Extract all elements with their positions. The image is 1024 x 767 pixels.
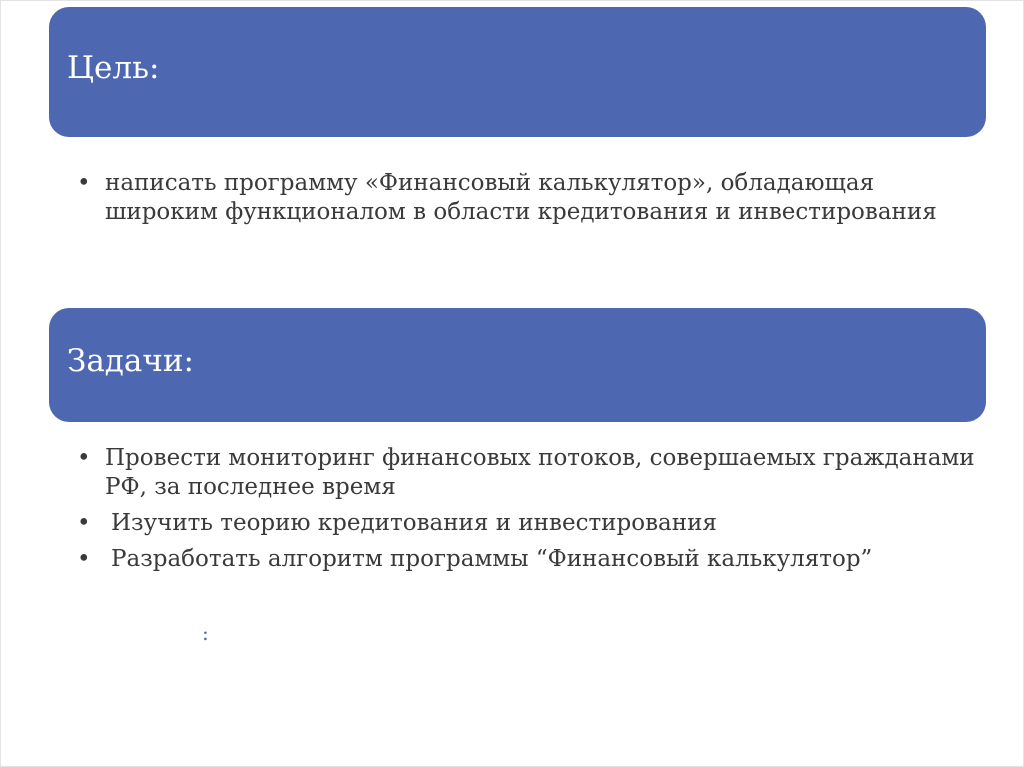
bullet-icon: • — [77, 170, 91, 196]
tasks-banner — [49, 308, 986, 422]
list-item — [75, 444, 975, 502]
goal-title: Цель: — [67, 49, 160, 86]
bullet-icon: • — [77, 445, 91, 471]
bullet-icon: • — [77, 546, 91, 572]
goal-item-text: написать программу «Финансовый калькулятор», обладающая широким функционалом в области кредитования и инвестирования — [105, 170, 937, 225]
bullet-icon: • — [77, 510, 91, 536]
trailing-colon: : — [202, 621, 209, 645]
tasks-title: Задачи: — [67, 342, 194, 379]
list-item — [75, 545, 975, 574]
list-item — [75, 169, 975, 227]
task-item-text: Разработать алгоритм программы “Финансовый калькулятор” — [111, 546, 873, 572]
task-item-text: Изучить теорию кредитования и инвестирования — [111, 510, 717, 536]
list-item — [75, 509, 975, 538]
tasks-list — [75, 444, 975, 581]
goal-banner — [49, 7, 986, 137]
goal-list — [75, 169, 975, 234]
task-item-text: Провести мониторинг финансовых потоков, совершаемых гражданами РФ, за последнее время — [105, 445, 975, 500]
